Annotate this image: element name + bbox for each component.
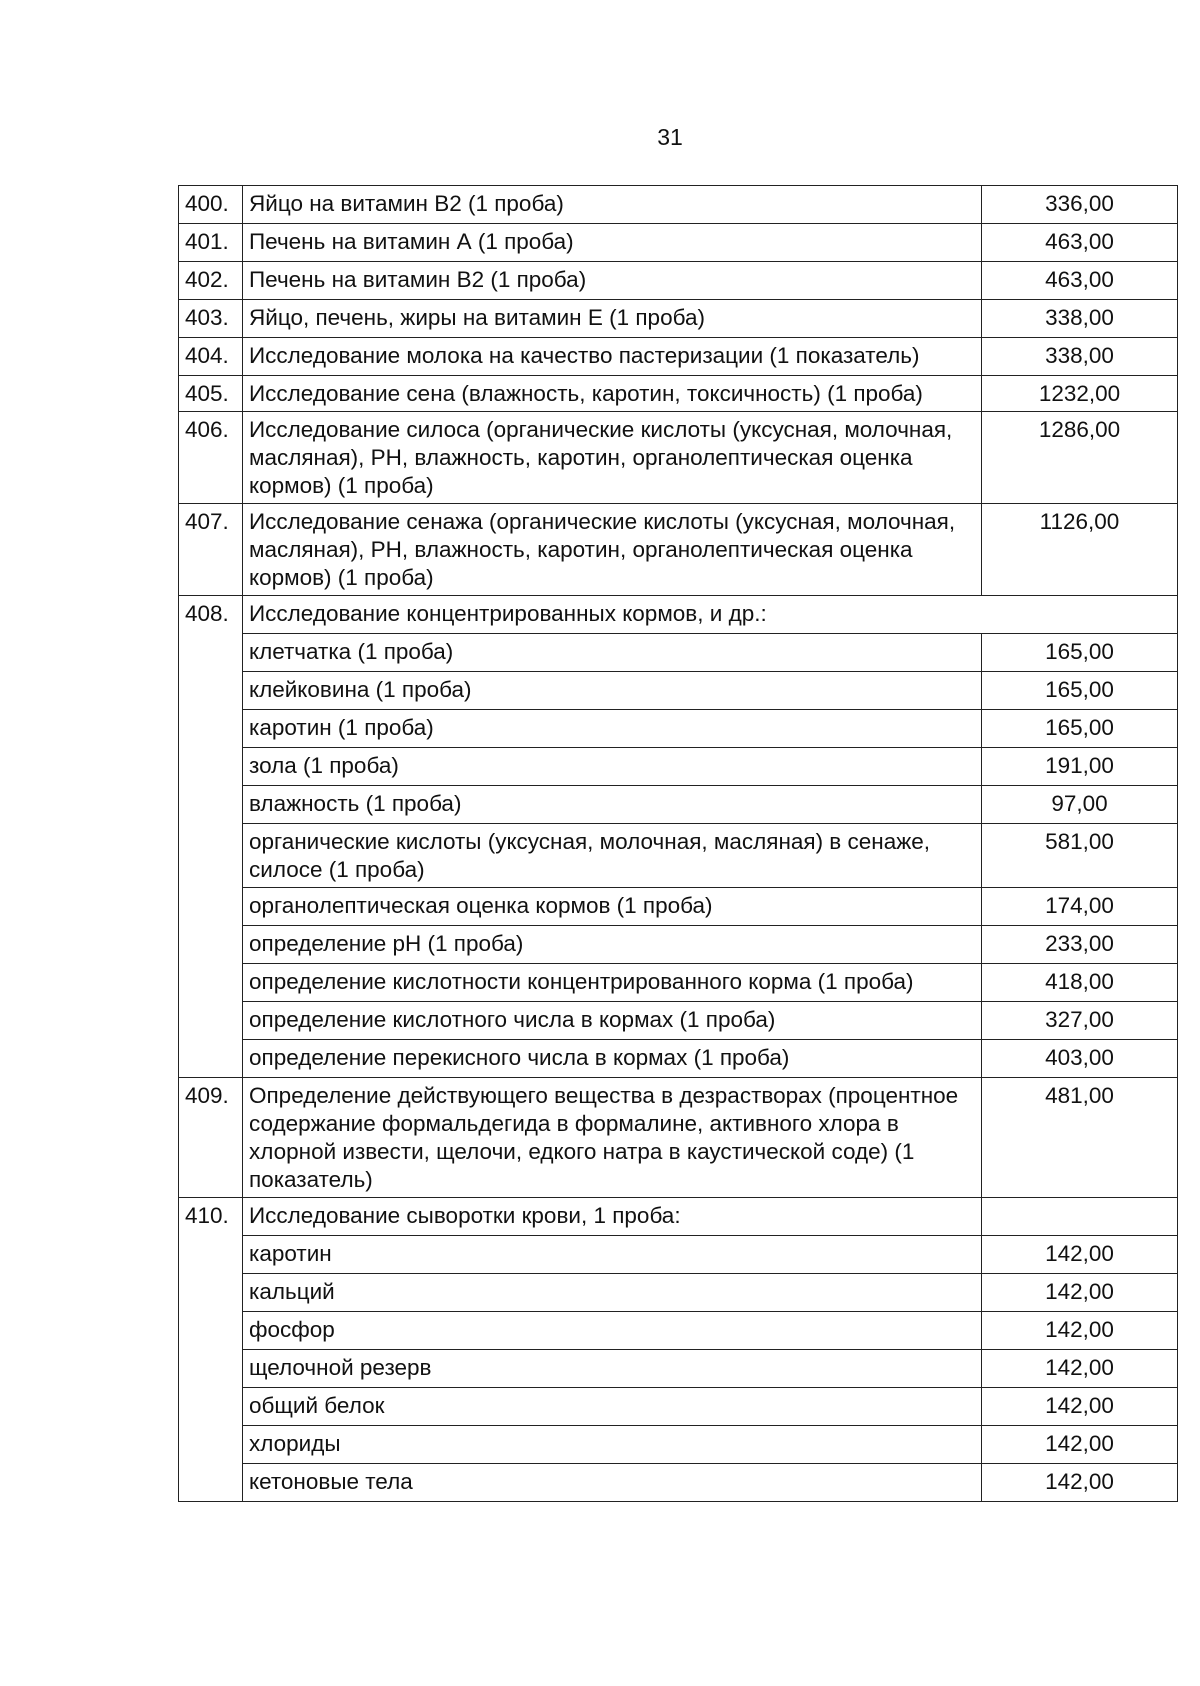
service-price: 174,00 bbox=[982, 888, 1178, 926]
service-name: органические кислоты (уксусная, молочная, масляная) в сенаже, силосе (1 проба) bbox=[243, 824, 982, 888]
service-price: 142,00 bbox=[982, 1312, 1178, 1350]
service-name: определение кислотности концентрированного корма (1 проба) bbox=[243, 964, 982, 1002]
table-row bbox=[179, 824, 1178, 888]
service-name: каротин (1 проба) bbox=[243, 710, 982, 748]
service-name: Печень на витамин А (1 проба) bbox=[243, 224, 982, 262]
service-name: определение рН (1 проба) bbox=[243, 926, 982, 964]
service-price: 463,00 bbox=[982, 262, 1178, 300]
table-row bbox=[179, 634, 1178, 672]
service-name: щелочной резерв bbox=[243, 1350, 982, 1388]
price-table bbox=[178, 185, 1178, 1502]
table-row bbox=[179, 1312, 1178, 1350]
table-row bbox=[179, 1274, 1178, 1312]
page-number: 31 bbox=[657, 124, 683, 150]
service-name: влажность (1 проба) bbox=[243, 786, 982, 824]
table-row bbox=[179, 1078, 1178, 1198]
table-row bbox=[179, 1388, 1178, 1426]
service-price: 165,00 bbox=[982, 634, 1178, 672]
table-row bbox=[179, 888, 1178, 926]
service-price: 327,00 bbox=[982, 1002, 1178, 1040]
table-row bbox=[179, 224, 1178, 262]
table-row bbox=[179, 1236, 1178, 1274]
service-price: 142,00 bbox=[982, 1236, 1178, 1274]
row-number: 408. bbox=[179, 596, 243, 1078]
row-number: 410. bbox=[179, 1198, 243, 1502]
service-price: 191,00 bbox=[982, 748, 1178, 786]
table-row bbox=[179, 1464, 1178, 1502]
service-name: определение кислотного числа в кормах (1 проба) bbox=[243, 1002, 982, 1040]
table-row bbox=[179, 376, 1178, 412]
table-row bbox=[179, 926, 1178, 964]
table-row bbox=[179, 412, 1178, 504]
service-name: Печень на витамин В2 (1 проба) bbox=[243, 262, 982, 300]
service-price: 142,00 bbox=[982, 1274, 1178, 1312]
service-price: 338,00 bbox=[982, 300, 1178, 338]
service-name: общий белок bbox=[243, 1388, 982, 1426]
table-row bbox=[179, 300, 1178, 338]
service-price: 338,00 bbox=[982, 338, 1178, 376]
service-name: каротин bbox=[243, 1236, 982, 1274]
service-price: 97,00 bbox=[982, 786, 1178, 824]
row-number: 406. bbox=[179, 412, 243, 504]
table-row bbox=[179, 504, 1178, 596]
service-price: 165,00 bbox=[982, 710, 1178, 748]
row-number: 403. bbox=[179, 300, 243, 338]
row-number: 405. bbox=[179, 376, 243, 412]
service-price: 403,00 bbox=[982, 1040, 1178, 1078]
service-name: зола (1 проба) bbox=[243, 748, 982, 786]
service-price: 165,00 bbox=[982, 672, 1178, 710]
service-price: 336,00 bbox=[982, 186, 1178, 224]
row-number: 407. bbox=[179, 504, 243, 596]
service-name: Яйцо, печень, жиры на витамин Е (1 проба) bbox=[243, 300, 982, 338]
service-price: 142,00 bbox=[982, 1464, 1178, 1502]
table-row bbox=[179, 672, 1178, 710]
table-row bbox=[179, 1426, 1178, 1464]
service-name: клейковина (1 проба) bbox=[243, 672, 982, 710]
service-name: клетчатка (1 проба) bbox=[243, 634, 982, 672]
service-price: 233,00 bbox=[982, 926, 1178, 964]
service-price: 581,00 bbox=[982, 824, 1178, 888]
service-name: Исследование силоса (органические кислоты (уксусная, молочная, масляная), РН, влажность, каротин, органолептическая оценка кормов) (1 проба) bbox=[243, 412, 982, 504]
table-row bbox=[179, 1350, 1178, 1388]
service-price: 142,00 bbox=[982, 1388, 1178, 1426]
row-number: 409. bbox=[179, 1078, 243, 1198]
service-price: 142,00 bbox=[982, 1350, 1178, 1388]
row-number: 402. bbox=[179, 262, 243, 300]
service-name: фосфор bbox=[243, 1312, 982, 1350]
service-name: определение перекисного числа в кормах (1 проба) bbox=[243, 1040, 982, 1078]
service-name: Исследование молока на качество пастеризации (1 показатель) bbox=[243, 338, 982, 376]
service-name: органолептическая оценка кормов (1 проба) bbox=[243, 888, 982, 926]
service-name: Определение действующего вещества в дезрастворах (процентное содержание формальдегида в формалине, активного хлора в хлорной извести, щелочи, едкого натра в каустической соде) (1 показатель) bbox=[243, 1078, 982, 1198]
service-price: 481,00 bbox=[982, 1078, 1178, 1198]
service-price: 1286,00 bbox=[982, 412, 1178, 504]
service-price: 1232,00 bbox=[982, 376, 1178, 412]
service-price: 418,00 bbox=[982, 964, 1178, 1002]
group-title: Исследование концентрированных кормов, и др.: bbox=[243, 596, 1178, 634]
table-row bbox=[179, 338, 1178, 376]
service-name: Исследование сенажа (органические кислоты (уксусная, молочная, масляная), РН, влажность, каротин, органолептическая оценка кормов) (1 проба) bbox=[243, 504, 982, 596]
table-row bbox=[179, 1040, 1178, 1078]
group-header-row bbox=[179, 596, 1178, 634]
table-row bbox=[179, 964, 1178, 1002]
table-row bbox=[179, 748, 1178, 786]
empty-price-cell bbox=[982, 1198, 1178, 1236]
service-name: Исследование сена (влажность, каротин, токсичность) (1 проба) bbox=[243, 376, 982, 412]
row-number: 401. bbox=[179, 224, 243, 262]
group-header-row bbox=[179, 1198, 1178, 1236]
table-row bbox=[179, 710, 1178, 748]
service-name: хлориды bbox=[243, 1426, 982, 1464]
service-price: 1126,00 bbox=[982, 504, 1178, 596]
service-name: кальций bbox=[243, 1274, 982, 1312]
service-name: кетоновые тела bbox=[243, 1464, 982, 1502]
row-number: 400. bbox=[179, 186, 243, 224]
service-price: 142,00 bbox=[982, 1426, 1178, 1464]
service-price: 463,00 bbox=[982, 224, 1178, 262]
table-row bbox=[179, 1002, 1178, 1040]
row-number: 404. bbox=[179, 338, 243, 376]
table-row bbox=[179, 186, 1178, 224]
service-name: Яйцо на витамин В2 (1 проба) bbox=[243, 186, 982, 224]
table-row bbox=[179, 262, 1178, 300]
group-title: Исследование сыворотки крови, 1 проба: bbox=[243, 1198, 982, 1236]
table-row bbox=[179, 786, 1178, 824]
